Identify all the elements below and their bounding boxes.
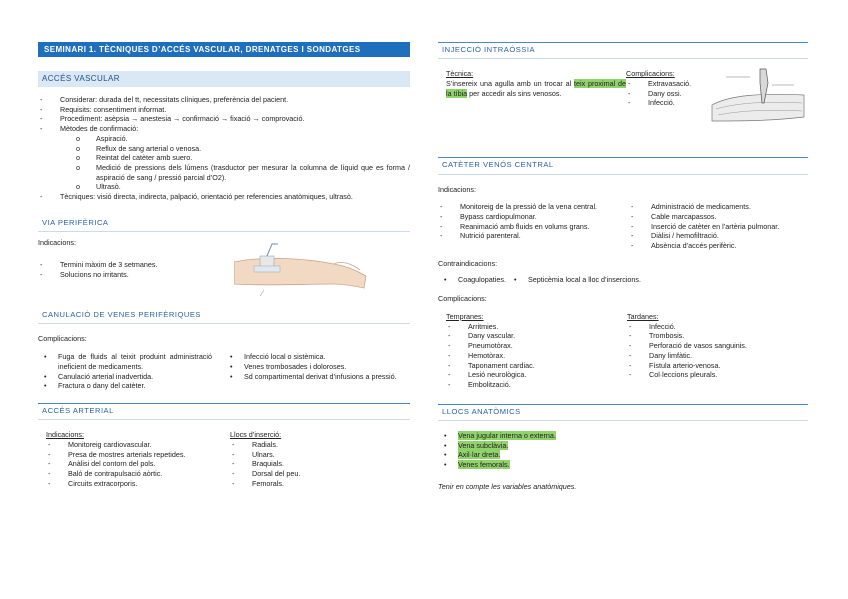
list-item: - Femorals. bbox=[230, 479, 410, 489]
list-item: - Dany ossi. bbox=[626, 89, 716, 99]
list-item: o Ultrasò. bbox=[76, 182, 410, 192]
list-item: - Baló de contrapulsació aòrtic. bbox=[46, 469, 226, 479]
list-item: o Medició de pressions dels lúmens (trasductor per mesurar la columna de líquid que es forma / aspiració de sang / pressió parcial d’O2). bbox=[76, 163, 410, 182]
list-item: - Diàlisi / hemofiltració. bbox=[629, 231, 808, 241]
complicacions-label: Complicacions: bbox=[38, 334, 87, 344]
list-item: • Coagulopaties. bbox=[438, 275, 506, 285]
list-item: - Infecció. bbox=[627, 322, 808, 332]
section-canulacio bbox=[38, 334, 410, 391]
highlight: teix proximal de la tíbia bbox=[446, 78, 626, 98]
list-item: • Vena jugular interna o externa. bbox=[438, 431, 808, 441]
list-item: • Axil·lar dreta. bbox=[438, 450, 808, 460]
indicacions-label: Indicacions: bbox=[46, 430, 84, 440]
section-header-acces-arterial: ACCÉS ARTERIAL bbox=[38, 403, 410, 420]
section-via-periferica bbox=[38, 238, 410, 308]
indicacions-label: Indicacions: bbox=[38, 238, 76, 248]
left-column bbox=[38, 42, 410, 489]
list-item: o Aspiració. bbox=[76, 134, 410, 144]
section-cvc bbox=[438, 185, 808, 390]
list-item: - Considerar: durada del tt, necessitats clíniques, preferència del pacient. bbox=[38, 95, 410, 105]
list-item: • Vena subclàvia. bbox=[438, 441, 808, 451]
section-intraossia bbox=[438, 69, 808, 157]
list-item: - Dorsal del peu. bbox=[230, 469, 410, 479]
contraindicacions-label: Contraindicacions: bbox=[438, 258, 498, 268]
complicacions-label: Complicacions: bbox=[438, 294, 487, 304]
list-item: • Canulació arterial inadvertida. bbox=[38, 372, 212, 382]
list-item: o Reintat del catèter amb suero. bbox=[76, 153, 410, 163]
list-item: - Infecció. bbox=[626, 98, 716, 108]
list-item: - Dany limfàtic. bbox=[627, 351, 808, 361]
list-item: - Lesió neurològica. bbox=[446, 370, 627, 380]
list-item: - Cable marcapassos. bbox=[629, 212, 808, 222]
list-item: - Solucions no irritants. bbox=[38, 270, 410, 280]
list-item: - Hemotòrax. bbox=[446, 351, 627, 361]
list-item: - Reanimació amb fluids en volums grans. bbox=[438, 222, 617, 232]
section-llocs bbox=[438, 431, 808, 492]
list-item: - Nutrició parenteral. bbox=[438, 231, 617, 241]
list-item: - Taponament cardiac. bbox=[446, 361, 627, 371]
list-item: - Procediment: asèpsia → anestesia → confirmació → fixació → comprovació. bbox=[38, 114, 410, 124]
forearm-catheter-illustration bbox=[234, 240, 369, 300]
tecnica-label: Tècnica: bbox=[446, 69, 474, 79]
llocs-insercio-label: Llocs d’inserció: bbox=[230, 430, 282, 440]
list-item: • Fractura o dany del catèter. bbox=[38, 381, 212, 391]
list-item: - Tècniques: visió directa, indirecta, palpació, orientació per referencies anatòmiques, ultrasò. bbox=[38, 192, 410, 202]
list-item: - Extravasació. bbox=[626, 79, 716, 89]
indicacions-label: Indicacions: bbox=[438, 184, 476, 194]
list-item: - Monitoreig cardiovascular. bbox=[46, 440, 226, 450]
list-item: • Fuga de fluids al teixit produint administració ineficient de medicaments. bbox=[38, 352, 212, 371]
list-item: - Radials. bbox=[230, 440, 410, 450]
list-item: - Ulnars. bbox=[230, 450, 410, 460]
list-item: - Monitoreig de la pressió de la vena central. bbox=[438, 202, 617, 212]
section-acces-arterial bbox=[38, 430, 410, 488]
section-header-acces-vascular: ACCÉS VASCULAR bbox=[38, 71, 410, 87]
list-item: - Absència d’accés perifèric. bbox=[629, 241, 808, 251]
page-title: SEMINARI 1. TÈCNIQUES D’ACCÉS VASCULAR, DRENATGES I SONDATGES bbox=[38, 42, 410, 57]
right-column bbox=[438, 42, 808, 492]
section-header-llocs: LLOCS ANATÒMICS bbox=[438, 404, 808, 421]
tempranes-label: Tempranes: bbox=[446, 311, 484, 321]
section-header-cvc: CATÈTER VENÓS CENTRAL bbox=[438, 157, 808, 174]
list-item: - Requisits: consentiment informat. bbox=[38, 105, 410, 115]
complicacions-label: Complicacions: bbox=[626, 69, 675, 79]
list-item: • Sd compartimental derivat d’infusions a pressió. bbox=[224, 372, 410, 382]
list-item: - Presa de mostres arterials repetides. bbox=[46, 450, 226, 460]
list-item: - Perforació de vasos sanguinis. bbox=[627, 341, 808, 351]
list-item: • Venes femorals. bbox=[438, 460, 808, 470]
list-item: - Fístula arterio-venosa. bbox=[627, 361, 808, 371]
list-item: o Reflux de sang arterial o venosa. bbox=[76, 144, 410, 154]
list-item: - Termini màxim de 3 setmanes. bbox=[38, 260, 410, 270]
tardanes-label: Tardanes: bbox=[627, 311, 659, 321]
list-item: - Circuits extracorporis. bbox=[46, 479, 226, 489]
list-item: • Infecció local o sistèmica. bbox=[224, 352, 410, 362]
list-item: • Septicèmia local a lloc d’insercions. bbox=[508, 275, 641, 285]
list-item: - Bypass cardiopulmonar. bbox=[438, 212, 617, 222]
list-item: - Dany vascular. bbox=[446, 331, 627, 341]
section-acces-vascular bbox=[38, 95, 410, 202]
tecnica-text: S’insereix una agulla amb un trocar al teix proximal de la tíbia per accedir als sins venosos. bbox=[446, 78, 626, 98]
list-item: • Venes trombosades i doloroses. bbox=[224, 362, 410, 372]
note-text: Tenir en compte les variables anatòmiques. bbox=[438, 481, 577, 491]
list-item: - Anàlisi del contorn del pols. bbox=[46, 459, 226, 469]
section-header-via-periferica: VIA PERIFÈRICA bbox=[38, 216, 410, 232]
list-item: - Administració de medicaments. bbox=[629, 202, 808, 212]
section-header-intraossia: INJECCIÓ INTRAÓSSIA bbox=[438, 42, 808, 59]
list-item: - Inserció de catèter en l’artèria pulmonar. bbox=[629, 222, 808, 232]
list-item: - Trombosis. bbox=[627, 331, 808, 341]
list-item: - Pneumotòrax. bbox=[446, 341, 627, 351]
list-item: - Braquials. bbox=[230, 459, 410, 469]
section-header-canulacio: CANULACIÓ DE VENES PERIFÈRIQUES bbox=[38, 308, 410, 324]
list-item: - Mètodes de confirmació: bbox=[38, 124, 410, 134]
intraosseous-needle-illustration bbox=[710, 65, 806, 127]
list-item: - Embolització. bbox=[446, 380, 627, 390]
list-item: - Arritmies. bbox=[446, 322, 627, 332]
list-item: - Col·leccions pleurals. bbox=[627, 370, 808, 380]
